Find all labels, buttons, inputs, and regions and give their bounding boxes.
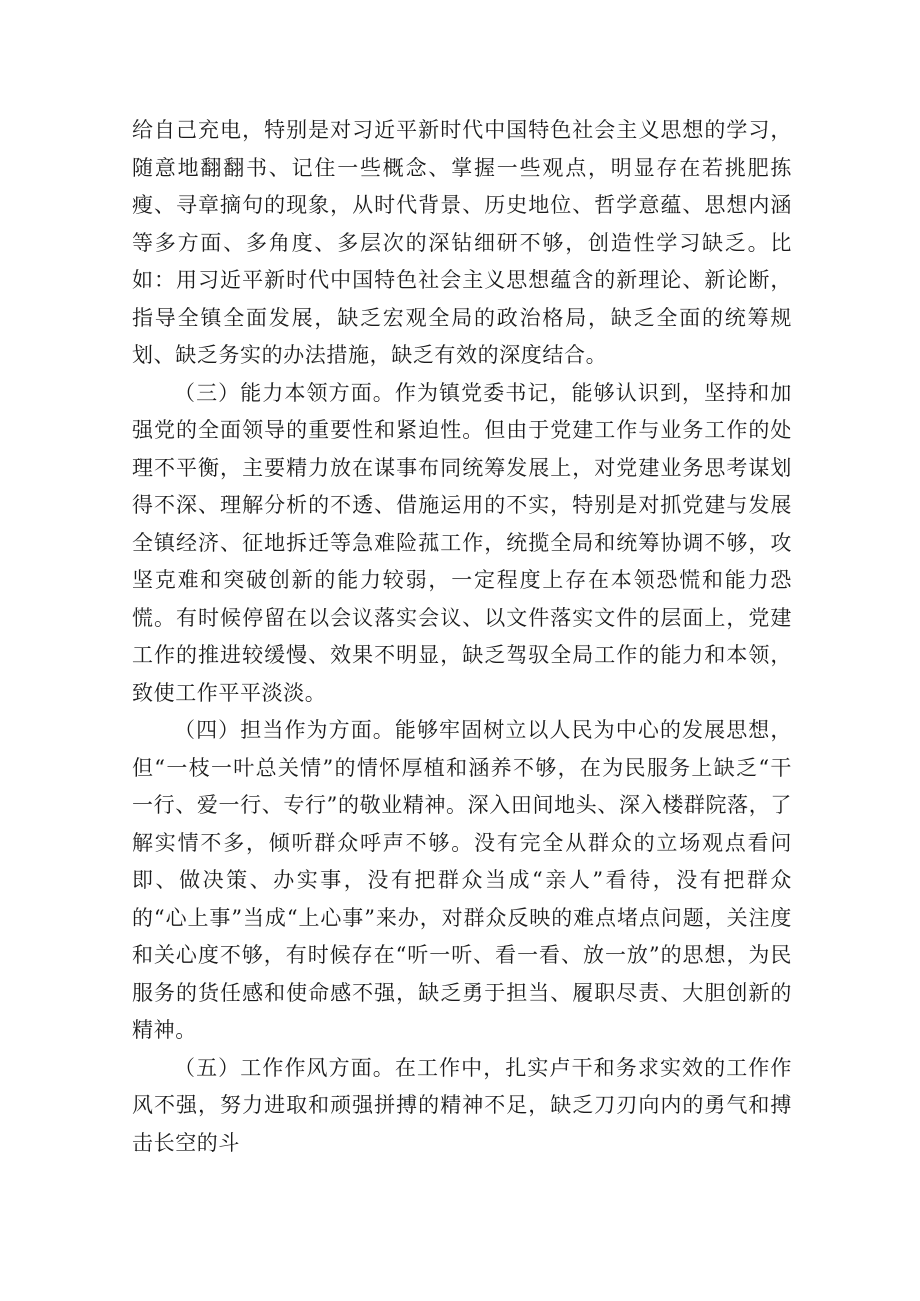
document-body xyxy=(132,112,792,1162)
paragraph-work-style: （五）工作作风方面。在工作中，扎实卢干和务求实效的工作作风不强，努力进取和顽强拼搏的精神不足，缺乏刀刃向内的勇气和搏击长空的斗 xyxy=(132,1055,792,1155)
paragraph-ability: （三）能力本领方面。作为镇党委书记，能够认识到，坚持和加强党的全面领导的重要性和紧迫性。但由于党建工作与业务工作的处理不平衡，主要精力放在谋事布同统筹发展上，对党建业务思考谋划得不深、理解分析的不透、借施运用的不实，特别是对抓党建与发展全镇经济、征地拆迁等急难险菰工作，统揽全局和统筹协调不够，攻坚克难和突破创新的能力较弱，一定程度上存在本领恐慌和能力恐慌。有时候停留在以会议落实会议、以文件落实文件的层面上，党建工作的推进较缓慢、效果不明显，缺乏驾驭全局工作的能力和本领，致使工作平平淡淡。 xyxy=(132,380,792,705)
paragraph-responsibility: （四）担当作为方面。能够牢固树立以人民为中心的发展思想，但“一枝一叶总关情”的情怀厚植和涵养不够，在为民服务上缺乏“干一行、爱一行、专行”的敬业精神。深入田间地头、深入楼群院落，了解实情不多，倾听群众呼声不够。没有完全从群众的立场观点看问即、做决策、办实事，没有把群众当成“亲人”看待，没有把群众的“心上事”当成“上心事”来办，对群众反映的难点堵点问题，关注度和关心度不够，有时候存在“听一听、看一看、放一放”的思想，为民服务的货任感和使命感不强，缺乏勇于担当、履职尽责、大胆创新的精神。 xyxy=(132,718,792,1042)
paragraph-continuation: 给自己充电，特别是对习近平新时代中国特色社会主义思想的学习，随意地翻翻书、记住一些概念、掌握一些观点，明显存在若挑肥拣瘦、寻章摘句的现象，从时代背景、历史地位、哲学意蕴、思想内涵等多方面、多角度、多层次的深钻细研不够，创造性学习缺乏。比如：用习近平新时代中国特色社会主义思想蕴含的新理论、新论断，指导全镇全面发展，缺乏宏观全局的政治格局，缺乏全面的统筹规划、缺乏务实的办法措施，缺乏有效的深度结合。 xyxy=(132,118,792,367)
